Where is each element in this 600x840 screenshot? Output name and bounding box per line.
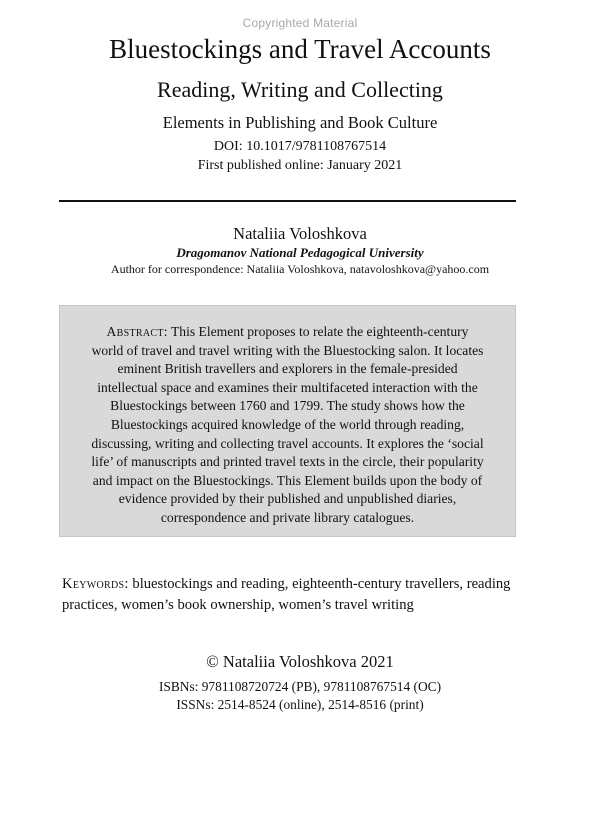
keywords-paragraph — [62, 574, 516, 615]
series-name: Elements in Publishing and Book Culture — [162, 113, 438, 132]
doi-line[interactable]: DOI: 10.1017/9781108767514 — [213, 139, 387, 154]
author-affiliation: Dragomanov National Pedagogical University — [176, 245, 424, 260]
keywords-label: Keywords: — [62, 576, 129, 592]
header-divider — [59, 200, 516, 202]
author-correspondence: Author for correspondence: Nataliia Voloshkova, natavoloshkova@yahoo.com — [110, 262, 490, 276]
keywords-text: bluestockings and reading, eighteenth-century travellers, reading practices, women’s book ownership, women’s travel writing — [62, 576, 511, 613]
copyright-watermark: Copyrighted Material — [242, 16, 358, 30]
book-title: Bluestockings and Travel Accounts — [109, 34, 491, 64]
publication-date: First published online: January 2021 — [197, 158, 403, 173]
abstract-text: This Element proposes to relate the eighteenth-century world of travel and travel writing with the Bluestocking salon. It locates eminent British travellers and explorers in the female-presided intellectual space and examines their multifaceted interaction with the Bluestockings between 1760 and 1799. The study shows how the Bluestockings acquired knowledge of the world through reading, discussing, writing and collecting travel accounts. It explores the ‘social life’ of manuscripts and printed travel texts in the circle, their popularity and impact on the Bluestockings. This Element builds upon the body of evidence provided by their published and unpublished diaries, correspondence and private library catalogues. — [91, 324, 484, 525]
issn-line: ISSNs: 2514-8524 (online), 2514-8516 (print) — [176, 697, 424, 712]
abstract-paragraph — [90, 323, 485, 528]
isbn-line: ISBNs: 9781108720724 (PB), 9781108767514 (OC) — [158, 679, 442, 694]
abstract-box — [59, 305, 516, 537]
book-subtitle: Reading, Writing and Collecting — [157, 77, 443, 102]
copyright-line: © Nataliia Voloshkova 2021 — [206, 652, 394, 671]
abstract-label: Abstract: — [106, 324, 168, 339]
author-name: Nataliia Voloshkova — [233, 224, 367, 243]
